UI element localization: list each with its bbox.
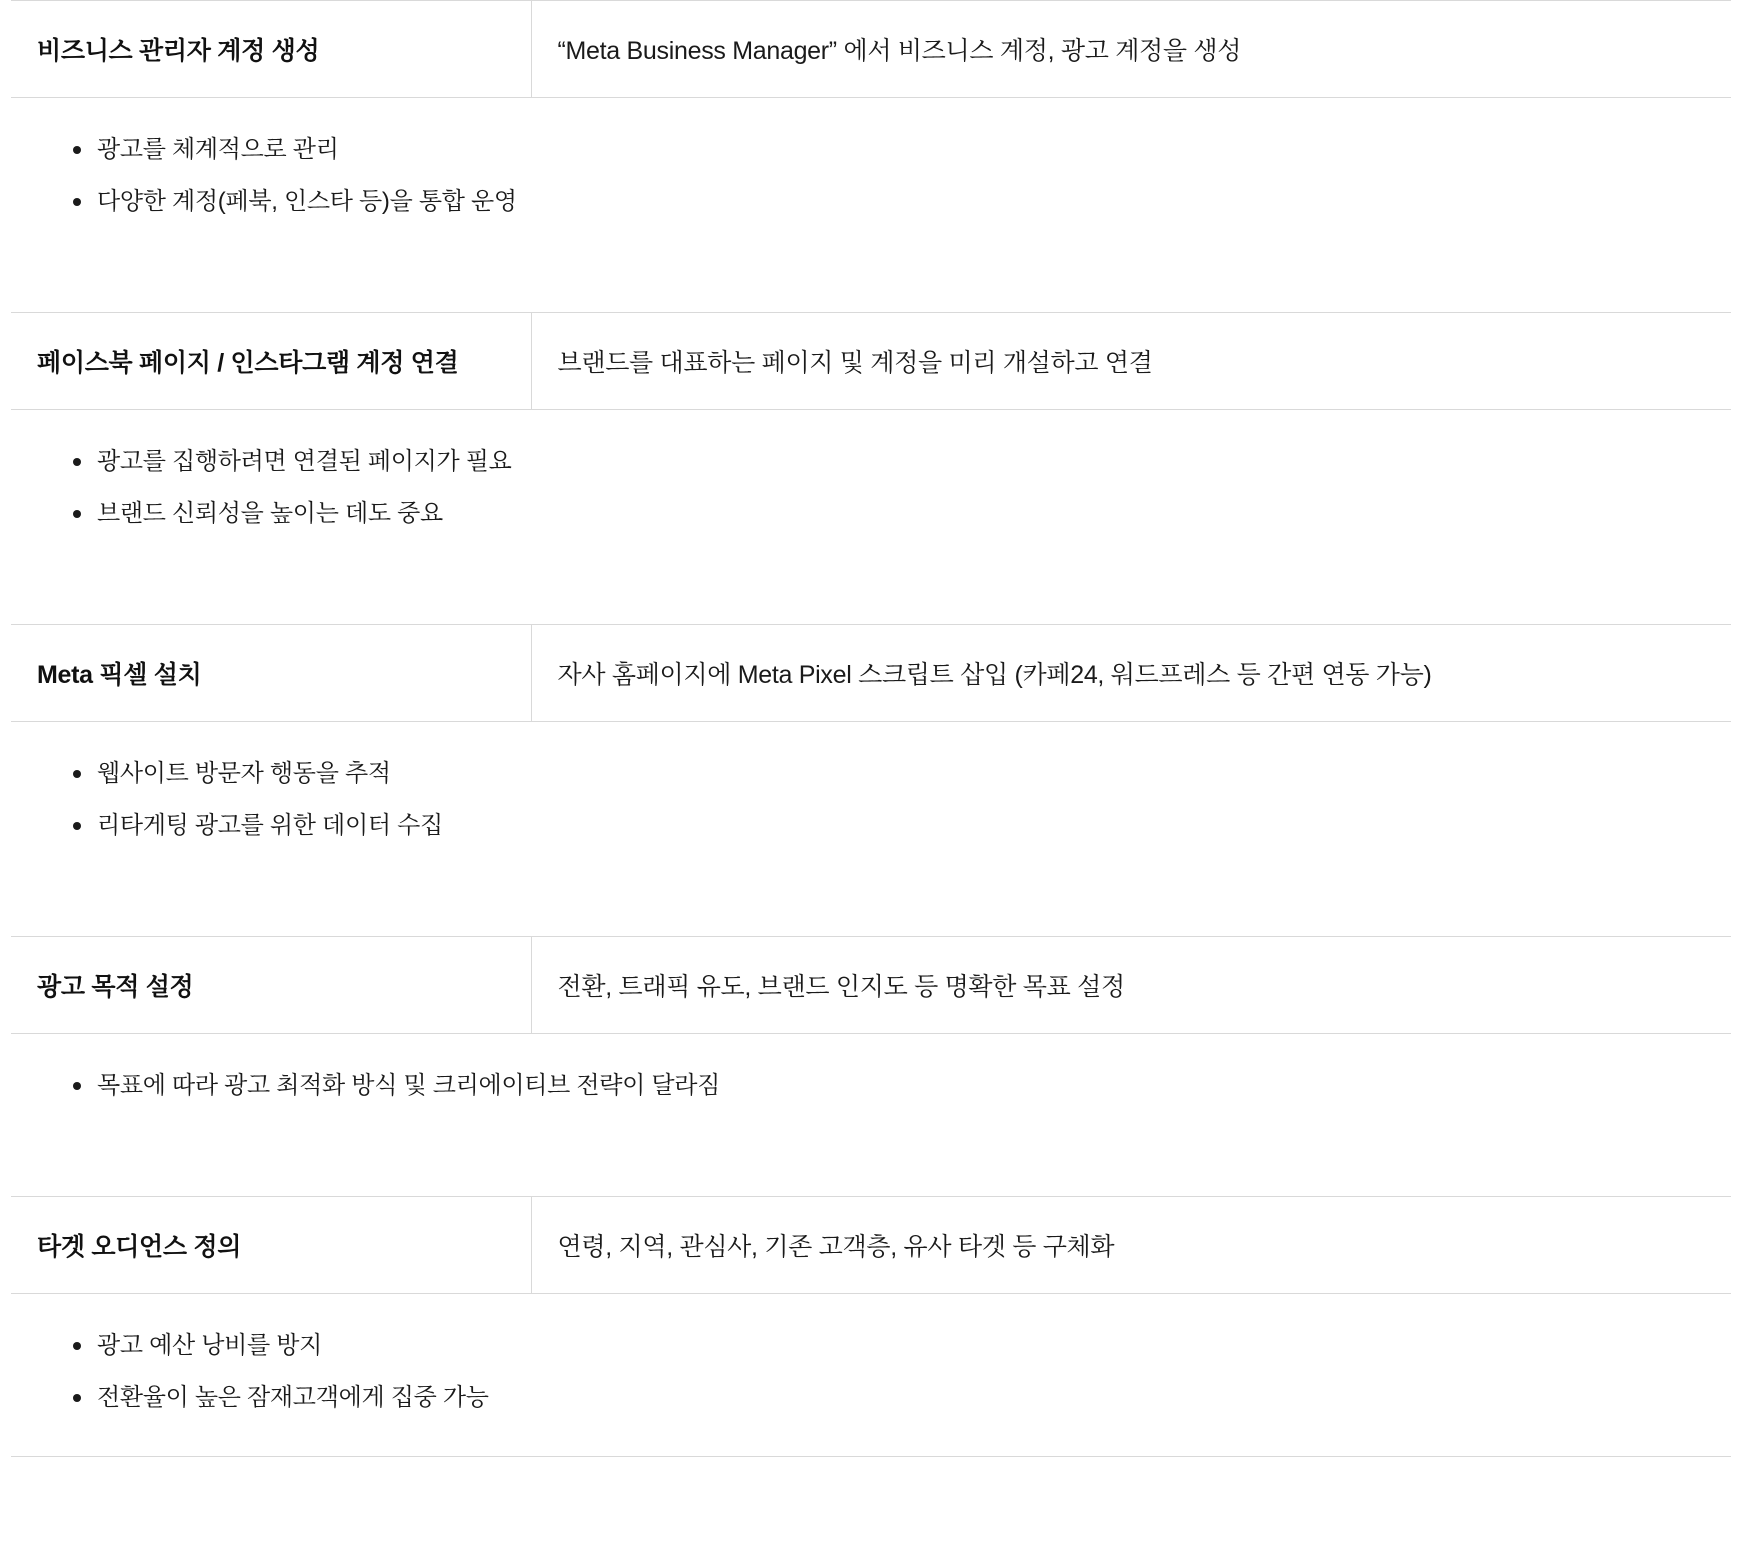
step-description: 연령, 지역, 관심사, 기존 고객층, 유사 타겟 등 구체화 — [531, 1197, 1731, 1294]
table-row-details — [11, 1294, 1731, 1457]
table-row-details — [11, 1034, 1731, 1197]
list-item: 웹사이트 방문자 행동을 추적 — [97, 756, 1731, 808]
list-item: 리타게팅 광고를 위한 데이터 수집 — [97, 808, 1731, 844]
steps-table — [11, 0, 1731, 1457]
step-description: 자사 홈페이지에 Meta Pixel 스크립트 삽입 (카페24, 워드프레스 등 간편 연동 가능) — [531, 625, 1731, 722]
step-label: 타겟 오디언스 정의 — [11, 1197, 531, 1294]
step-details-cell — [11, 410, 1731, 625]
step-details-cell — [11, 722, 1731, 937]
step-label: 페이스북 페이지 / 인스타그램 계정 연결 — [11, 313, 531, 410]
step-label: 광고 목적 설정 — [11, 937, 531, 1034]
list-item: 목표에 따라 광고 최적화 방식 및 크리에이티브 전략이 달라짐 — [97, 1068, 1731, 1104]
list-item: 브랜드 신뢰성을 높이는 데도 중요 — [97, 496, 1731, 532]
table-row — [11, 937, 1731, 1034]
table-row — [11, 1197, 1731, 1294]
list-item: 광고 예산 낭비를 방지 — [97, 1328, 1731, 1380]
step-details-cell — [11, 1034, 1731, 1197]
list-item: 광고를 체계적으로 관리 — [97, 132, 1731, 184]
step-bullet-list — [11, 1068, 1731, 1104]
step-details-cell — [11, 1294, 1731, 1457]
table-row-details — [11, 410, 1731, 625]
step-label: Meta 픽셀 설치 — [11, 625, 531, 722]
table-row — [11, 313, 1731, 410]
list-item: 광고를 집행하려면 연결된 페이지가 필요 — [97, 444, 1731, 496]
step-bullet-list — [11, 756, 1731, 844]
table-row — [11, 625, 1731, 722]
steps-table-body — [11, 1, 1731, 1457]
list-item: 전환율이 높은 잠재고객에게 집중 가능 — [97, 1380, 1731, 1416]
step-bullet-list — [11, 1328, 1731, 1416]
step-description: 브랜드를 대표하는 페이지 및 계정을 미리 개설하고 연결 — [531, 313, 1731, 410]
table-row-details — [11, 722, 1731, 937]
step-description: “Meta Business Manager” 에서 비즈니스 계정, 광고 계정을 생성 — [531, 1, 1731, 98]
step-label: 비즈니스 관리자 계정 생성 — [11, 1, 531, 98]
step-bullet-list — [11, 132, 1731, 220]
table-row — [11, 1, 1731, 98]
step-details-cell — [11, 98, 1731, 313]
page-bottom-spacer — [0, 1457, 1742, 1495]
step-description: 전환, 트래픽 유도, 브랜드 인지도 등 명확한 목표 설정 — [531, 937, 1731, 1034]
step-bullet-list — [11, 444, 1731, 532]
list-item: 다양한 계정(페북, 인스타 등)을 통합 운영 — [97, 184, 1731, 220]
table-row-details — [11, 98, 1731, 313]
